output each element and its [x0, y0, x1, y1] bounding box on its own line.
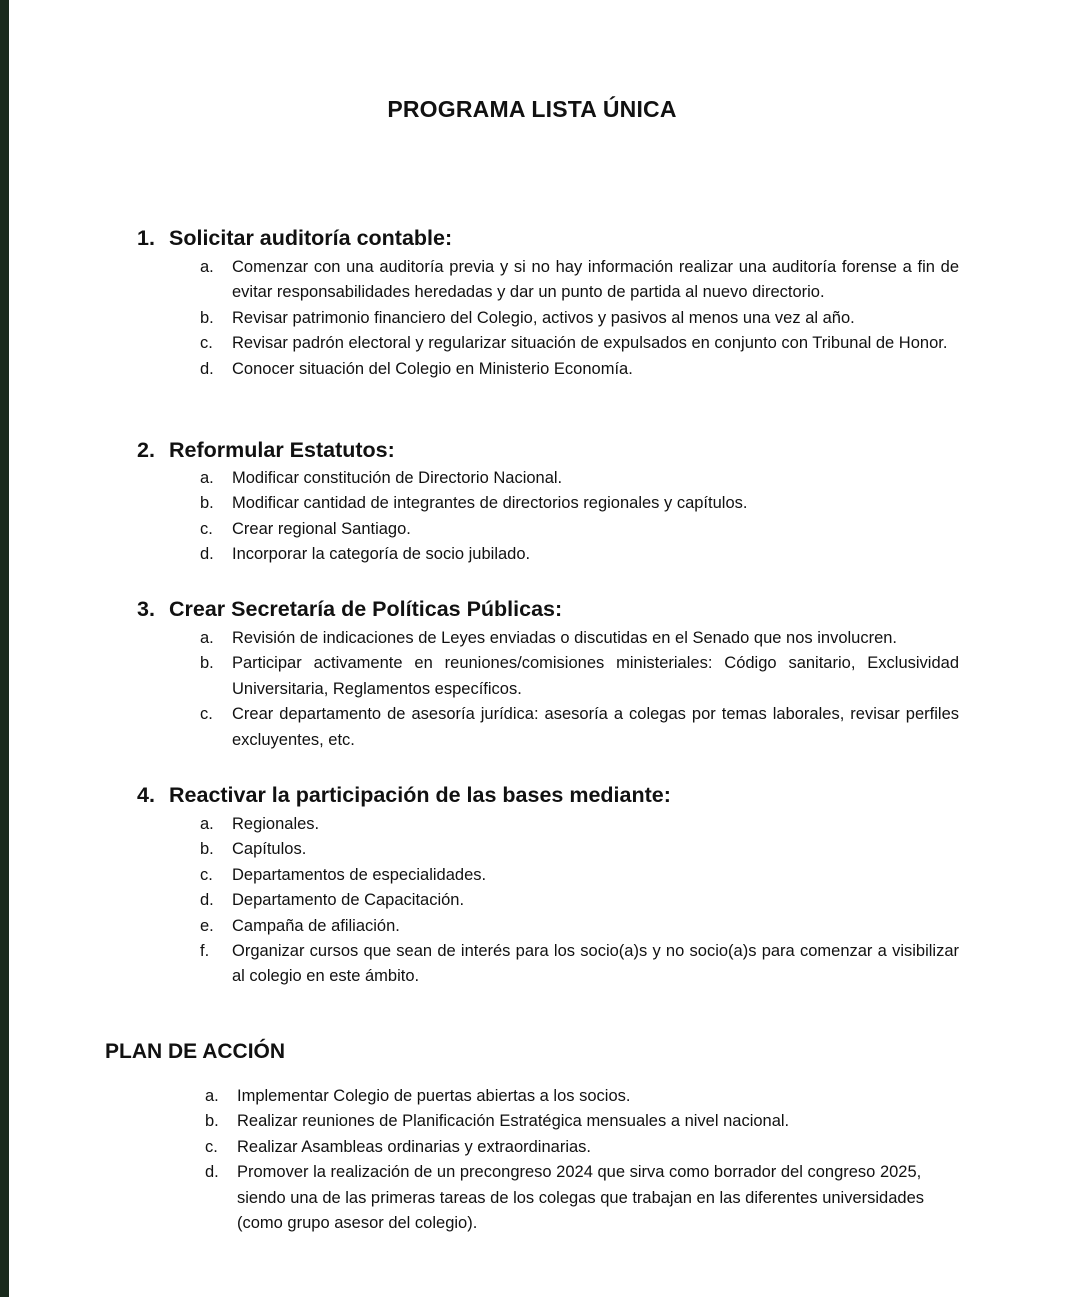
item-text: Realizar reuniones de Planificación Estratégica mensuales a nivel nacional. [237, 1112, 790, 1131]
item-letter: e. [200, 916, 214, 935]
section-items [200, 812, 959, 990]
item-text: Realizar Asambleas ordinarias y extraordinarias. [237, 1137, 591, 1156]
list-item [205, 1135, 927, 1160]
section-number: 4. [137, 783, 155, 807]
item-letter: d. [200, 545, 214, 564]
list-item [200, 255, 959, 306]
list-item [200, 702, 959, 753]
item-letter: b. [200, 654, 214, 673]
item-text: Implementar Colegio de puertas abiertas a los socios. [237, 1087, 631, 1105]
list-item [200, 626, 959, 651]
item-letter: c. [205, 1137, 218, 1156]
item-letter: f. [200, 942, 210, 961]
item-text: Comenzar con una auditoría previa y si no hay información realizar una auditoría forense a fin de evitar responsabilidades heredadas y dar un punto de partida al nuevo directorio. [232, 258, 959, 302]
item-text: Revisar patrimonio financiero del Colegio, activos y pasivos al menos una vez al año. [232, 308, 855, 327]
section-title: Crear Secretaría de Políticas Públicas: [169, 597, 563, 621]
item-letter: d. [200, 891, 214, 910]
item-text: Participar activamente en reuniones/comisiones ministeriales: Código sanitario, Exclusividad Universitaria, Reglamentos específicos. [232, 654, 959, 698]
plan-heading: PLAN DE ACCIÓN [105, 1040, 286, 1063]
list-item [200, 542, 959, 567]
list-item [200, 466, 959, 491]
item-text: Modificar cantidad de integrantes de directorios regionales y capítulos. [232, 494, 748, 513]
item-letter: a. [200, 629, 214, 647]
list-item [200, 306, 959, 331]
item-text: Revisión de indicaciones de Leyes enviadas o discutidas en el Senado que nos involucren. [232, 629, 898, 647]
section-heading [137, 438, 395, 463]
item-letter: b. [200, 308, 214, 327]
list-item [200, 491, 959, 516]
list-item [200, 939, 959, 990]
list-item [200, 812, 959, 837]
list-item [200, 517, 959, 542]
item-letter: c. [200, 334, 213, 353]
item-text: Promover la realización de un precongreso 2024 que sirva como borrador del congreso 2025, siendo una de las primeras tareas de los colegas que trabajan en las diferentes universidades (como grupo asesor del colegio). [237, 1163, 925, 1233]
list-item [200, 651, 959, 702]
list-item [200, 837, 959, 862]
section-items [200, 466, 959, 568]
item-text: Organizar cursos que sean de interés para los socio(a)s y no socio(a)s para comenzar a visibilizar al colegio en este ámbito. [232, 942, 959, 986]
section-items [200, 255, 959, 382]
item-text: Regionales. [232, 815, 320, 833]
list-item [200, 331, 959, 356]
section-title: Reformular Estatutos: [169, 438, 395, 462]
item-letter: b. [200, 494, 214, 513]
item-letter: a. [200, 469, 214, 487]
list-item [200, 357, 959, 382]
plan-items [205, 1084, 927, 1236]
section-items [200, 626, 959, 753]
item-text: Campaña de afiliación. [232, 916, 400, 935]
list-item [200, 863, 959, 888]
item-text: Revisar padrón electoral y regularizar situación de expulsados en conjunto con Tribunal de Honor. [232, 334, 948, 353]
item-text: Departamento de Capacitación. [232, 891, 465, 910]
section-number: 2. [137, 438, 155, 462]
section-heading [137, 226, 452, 251]
section-title: Solicitar auditoría contable: [169, 226, 453, 250]
item-text: Departamentos de especialidades. [232, 865, 487, 884]
section-number: 1. [137, 226, 155, 250]
list-item [205, 1084, 927, 1109]
item-letter: c. [200, 519, 213, 538]
list-item [200, 914, 959, 939]
item-text: Crear departamento de asesoría jurídica: asesoría a colegas por temas laborales, revisar perfiles excluyentes, etc. [232, 705, 959, 749]
section-title: Reactivar la participación de las bases mediante: [169, 783, 671, 807]
item-letter: b. [205, 1112, 219, 1131]
section-number: 3. [137, 597, 155, 621]
item-text: Modificar constitución de Directorio Nacional. [232, 469, 563, 487]
item-letter: c. [200, 865, 213, 884]
item-text: Conocer situación del Colegio en Ministerio Economía. [232, 359, 633, 378]
page-title: PROGRAMA LISTA ÚNICA [387, 96, 677, 122]
item-text: Incorporar la categoría de socio jubilado. [232, 545, 531, 564]
section-heading [137, 783, 671, 808]
item-letter: c. [200, 705, 213, 724]
section-heading [137, 597, 562, 622]
item-letter: d. [200, 359, 214, 378]
item-letter: a. [205, 1087, 219, 1105]
left-border [0, 0, 9, 1297]
item-text: Crear regional Santiago. [232, 519, 411, 538]
item-letter: b. [200, 840, 214, 859]
item-text: Capítulos. [232, 840, 307, 859]
item-letter: a. [200, 258, 214, 276]
item-letter: a. [200, 815, 214, 833]
list-item [205, 1109, 927, 1134]
list-item [205, 1160, 927, 1236]
item-letter: d. [205, 1163, 219, 1182]
list-item [200, 888, 959, 913]
